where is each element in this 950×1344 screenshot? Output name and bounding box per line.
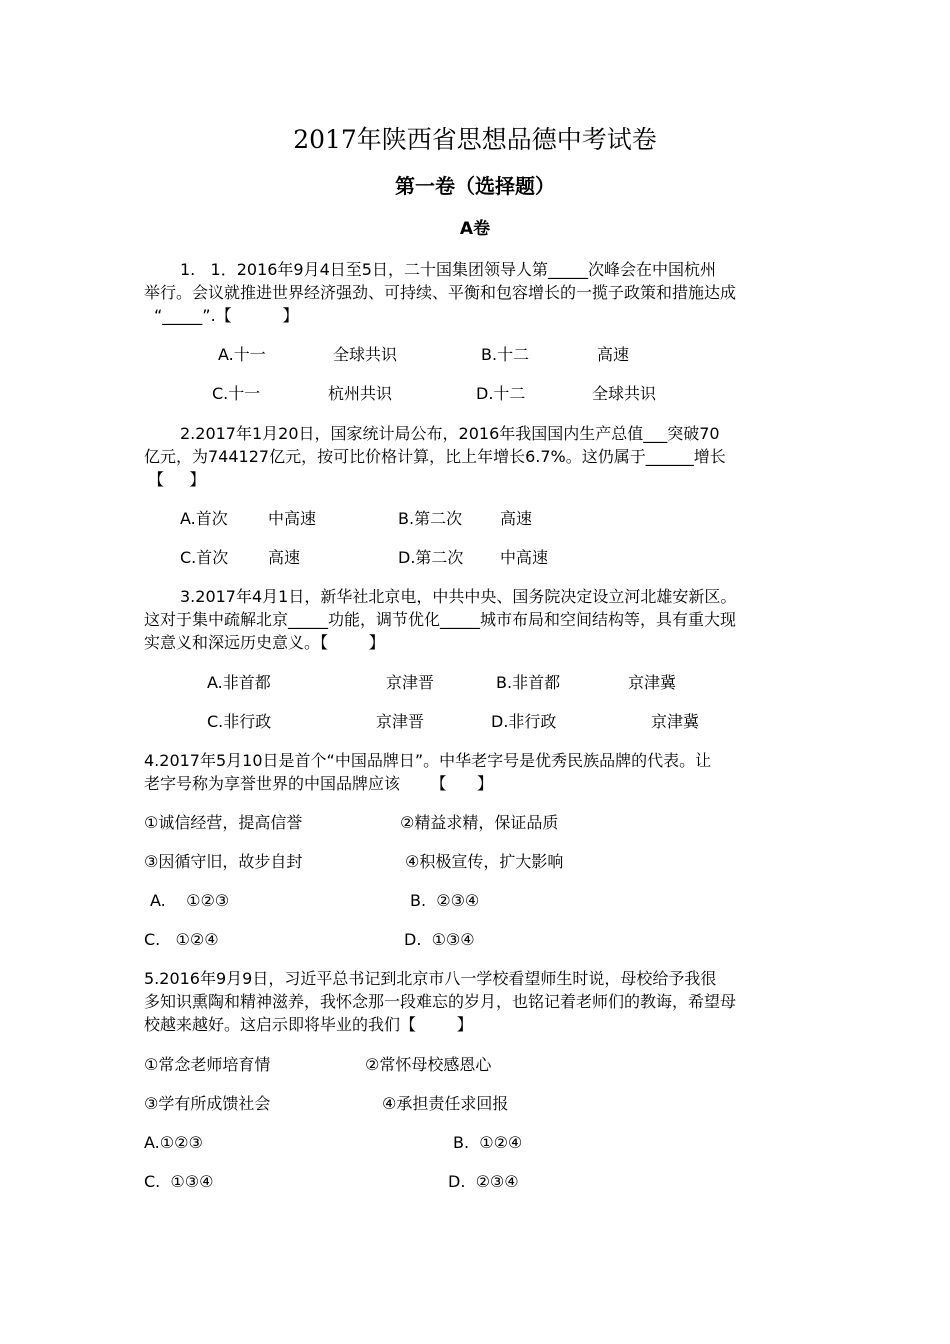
option-b: B.第二次: [398, 509, 463, 528]
statement-3: ③学有所成馈社会: [144, 1094, 271, 1113]
option-b: B.非首都: [496, 673, 561, 692]
option-b-text: 高速: [500, 509, 533, 528]
option-c-text: 高速: [268, 548, 301, 567]
option-a: A.非首都: [207, 673, 271, 692]
question-text-line: 5.2016年9月9日，习近平总书记到北京市八一学校看望师生时说，母校给予我很: [144, 969, 717, 988]
statement-2: ②精益求精，保证品质: [400, 813, 559, 832]
question-text-line: 1. 1．2016年9月4日至5日，二十国集团领导人第_____次峰会在中国杭州: [180, 260, 716, 279]
part-heading: 第一卷（选择题）: [395, 174, 555, 198]
option-d-text: 全球共识: [592, 384, 657, 403]
question-text-line: “_____”.【 】: [154, 306, 299, 325]
statement-4: ④积极宣传，扩大影响: [405, 852, 564, 871]
section-heading: A卷: [459, 219, 491, 239]
statement-3: ③因循守旧，故步自封: [144, 852, 303, 871]
statement-4: ④承担责任求回报: [382, 1094, 509, 1113]
option-d-text: 京津冀: [651, 712, 700, 731]
option-c: C.非行政: [207, 712, 272, 731]
question-text-line: 亿元，为744127亿元，按可比价格计算，比上年增长6.7%。这仍属于______增长: [144, 447, 726, 466]
question-text-line: 3.2017年4月1日，新华社北京电，中共中央、国务院决定设立河北雄安新区。: [180, 587, 737, 606]
question-text-line: 【 】: [148, 470, 206, 489]
option-a: A.十一: [218, 345, 266, 364]
option-d: D.十二: [476, 384, 526, 403]
option-c: C. ①②④: [144, 930, 219, 949]
question-text-line: 2.2017年1月20日，国家统计局公布，2016年我国国内生产总值___突破70: [180, 424, 720, 443]
statement-1: ①诚信经营，提高信誉: [144, 813, 303, 832]
option-b-text: 京津冀: [628, 673, 677, 692]
question-text-line: 多知识熏陶和精神滋养，我怀念那一段难忘的岁月，也铭记着老师们的教诲，希望母: [144, 992, 737, 1011]
option-c: C. ①③④: [144, 1172, 214, 1191]
question-text-line: 4.2017年5月10日是首个“中国品牌日”。中华老字号是优秀民族品牌的代表。让: [144, 751, 712, 770]
option-a-text: 京津晋: [386, 673, 435, 692]
option-c-text: 杭州共识: [328, 384, 393, 403]
page-title: 2017年陕西省思想品德中考试卷: [293, 125, 657, 154]
option-b: B. ②③④: [410, 891, 480, 910]
option-d: D. ②③④: [448, 1172, 519, 1191]
option-b: B. ①②④: [453, 1133, 523, 1152]
statement-2: ②常怀母校感恩心: [365, 1055, 492, 1074]
question-text-line: 老字号称为享誉世界的中国品牌应该 【 】: [144, 774, 494, 793]
option-c: C.十一: [212, 384, 261, 403]
question-text-line: 这对于集中疏解北京_____功能，调节优化_____城市布局和空间结构等，具有重大现: [144, 610, 737, 629]
statement-1: ①常念老师培育情: [144, 1055, 271, 1074]
option-d: D.非行政: [491, 712, 557, 731]
option-d-text: 中高速: [500, 548, 549, 567]
question-text-line: 校越来越好。这启示即将毕业的我们【 】: [144, 1015, 473, 1034]
option-c: C.首次: [180, 548, 229, 567]
option-d: D.第二次: [398, 548, 464, 567]
option-c-text: 京津晋: [376, 712, 425, 731]
option-d: D. ①③④: [404, 930, 475, 949]
option-a-text: 中高速: [268, 509, 317, 528]
option-b: B.十二: [481, 345, 530, 364]
option-a: A.①②③: [144, 1133, 203, 1152]
question-text-line: 举行。会议就推进世界经济强劲、可持续、平衡和包容增长的一揽子政策和措施达成: [144, 283, 737, 302]
option-a-text: 全球共识: [333, 345, 398, 364]
question-text-line: 实意义和深远历史意义。【 】: [144, 633, 385, 652]
option-a: A. ①②③: [150, 891, 230, 910]
option-b-text: 高速: [597, 345, 630, 364]
option-a: A.首次: [180, 509, 228, 528]
